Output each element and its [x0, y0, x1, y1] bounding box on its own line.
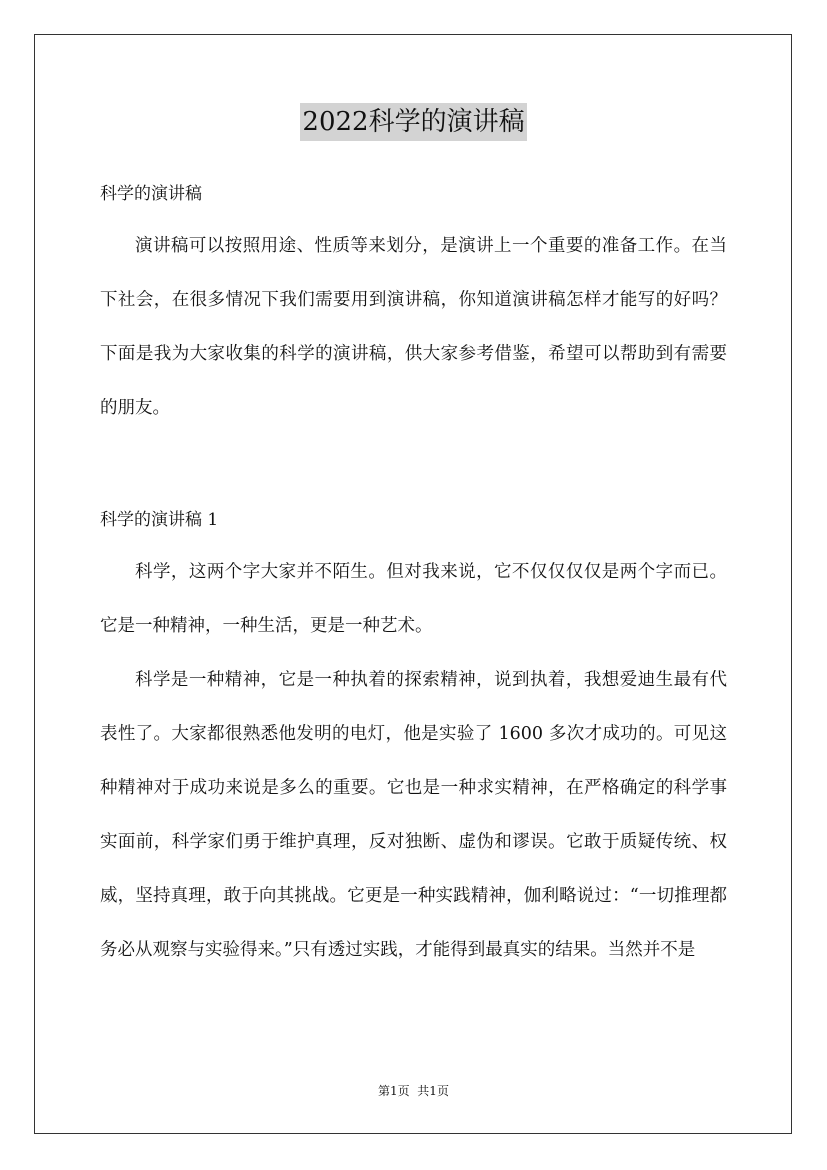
title-container — [0, 103, 827, 141]
body-paragraph-1: 科学，这两个字大家并不陌生。但对我来说，它不仅仅仅仅是两个字而已。它是一种精神，一种生活，更是一种艺术。 — [100, 562, 727, 636]
body-paragraph-2: 科学是一种精神，它是一种执着的探索精神，说到执着，我想爱迪生最有代表性了。大家都很熟悉他发明的电灯，他是实验了 1600 多次才成功的。可见这种精神对于成功来说是多么的重要。它也是一种求实精神，在严格确定的科学事实面前，科学家们勇于维护真理，反对独断、虚伪和谬误。它敢于质疑传统、权威，坚持真理，敢于向其挑战。它更是一种实践精神，伽利略说过：“一切推理都务必从观察与实验得来。”只有透过实践，才能得到最真实的结果。当然并不是 — [100, 670, 727, 960]
intro-paragraph: 演讲稿可以按照用途、性质等来划分，是演讲上一个重要的准备工作。在当下社会，在很多情况下我们需要用到演讲稿，你知道演讲稿怎样才能写的好吗？下面是我为大家收集的科学的演讲稿，供大家参考借鉴，希望可以帮助到有需要的朋友。 — [100, 236, 727, 418]
page-footer: 第1页 共1页 — [378, 1084, 449, 1098]
document-title: 2022科学的演讲稿 — [300, 103, 526, 141]
document-subtitle: 科学的演讲稿 — [100, 184, 202, 204]
section-heading: 科学的演讲稿 1 — [100, 510, 219, 530]
